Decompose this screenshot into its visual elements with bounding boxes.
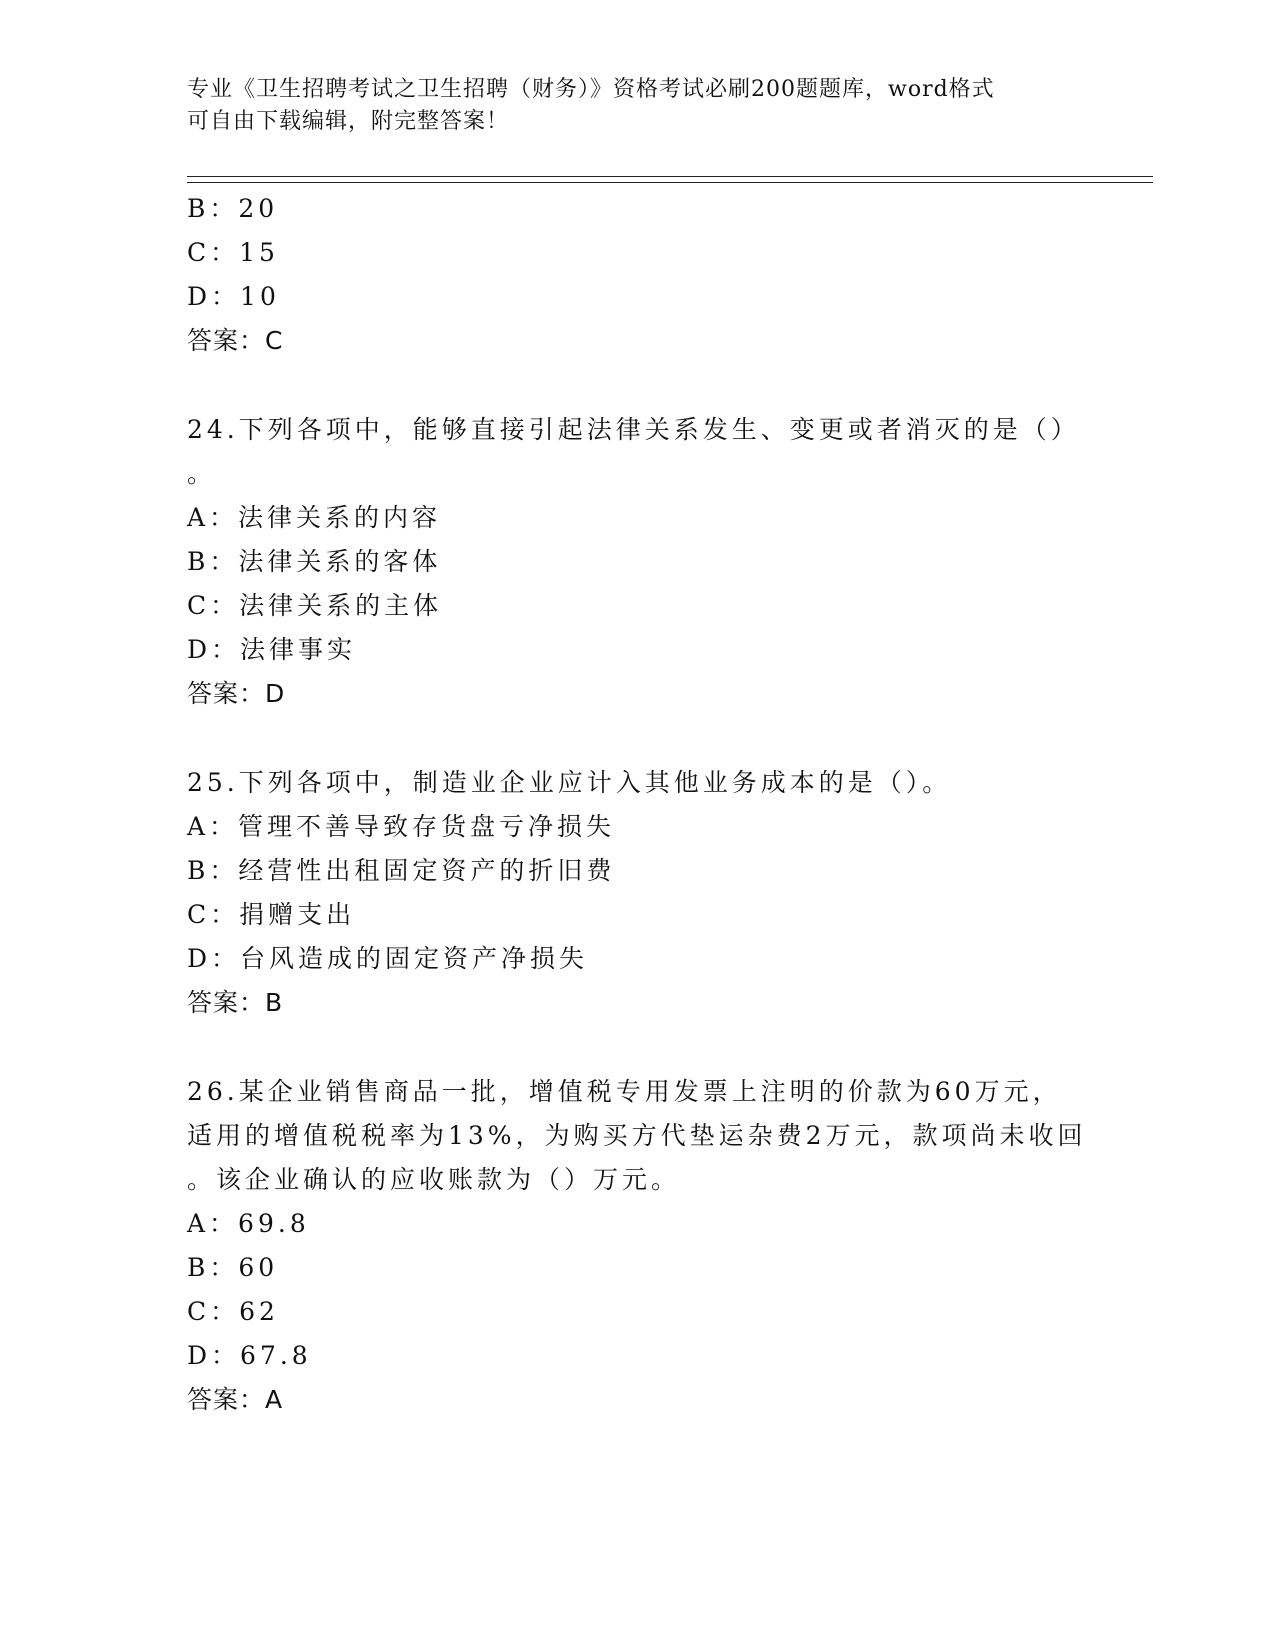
question-25-option-c: C：捐赠支出 [187,900,356,929]
header-title-line: 专业《卫生招聘考试之卫生招聘（财务）》资格考试必刷200题题库，word格式 [187,77,995,102]
header-divider-bottom [187,182,1153,183]
question-25-stem: 25.下列各项中，制造业企业应计入其他业务成本的是（）。 [187,768,952,797]
question-26-stem-line-2: 适用的增值税税率为13%，为购买方代垫运杂费2万元，款项尚未收回 [187,1121,1087,1150]
question-24-option-c: C：法律关系的主体 [187,591,443,620]
question-24-stem-continued: 。 [187,459,217,488]
question-26-stem: 26.某企业销售商品一批，增值税专用发票上注明的价款为60万元， [187,1077,1062,1106]
answer-label: 答案：C [187,326,284,355]
question-25-answer: 答案：B [187,988,284,1017]
document-header [187,74,1067,138]
question-26-option-b: B：60 [187,1253,279,1282]
option-b: B：20 [187,194,279,223]
question-24-option-d: D：法律事实 [187,635,357,664]
question-26-stem-line-3: 。该企业确认的应收账款为（）万元。 [187,1165,681,1194]
option-c: C：15 [187,238,279,267]
question-26-option-c: C：62 [187,1297,279,1326]
question-26-answer: 答案：A [187,1385,284,1414]
header-subtitle-line: 可自由下载编辑，附完整答案！ [187,109,510,134]
question-25-option-b: B：经营性出租固定资产的折旧费 [187,856,616,885]
question-24-option-b: B：法律关系的客体 [187,547,442,576]
question-24-answer: 答案：D [187,679,286,708]
question-25-option-d: D：台风造成的固定资产净损失 [187,944,589,973]
question-26-option-d: D：67.8 [187,1341,312,1370]
header-divider-top [187,176,1153,177]
question-26-option-a: A：69.8 [187,1209,310,1238]
option-d: D：10 [187,282,280,311]
question-24-stem: 24.下列各项中，能够直接引起法律关系发生、变更或者消灭的是（） [187,415,1080,444]
question-25-option-a: A：管理不善导致存货盘亏净损失 [187,812,616,841]
question-24-option-a: A：法律关系的内容 [187,503,442,532]
